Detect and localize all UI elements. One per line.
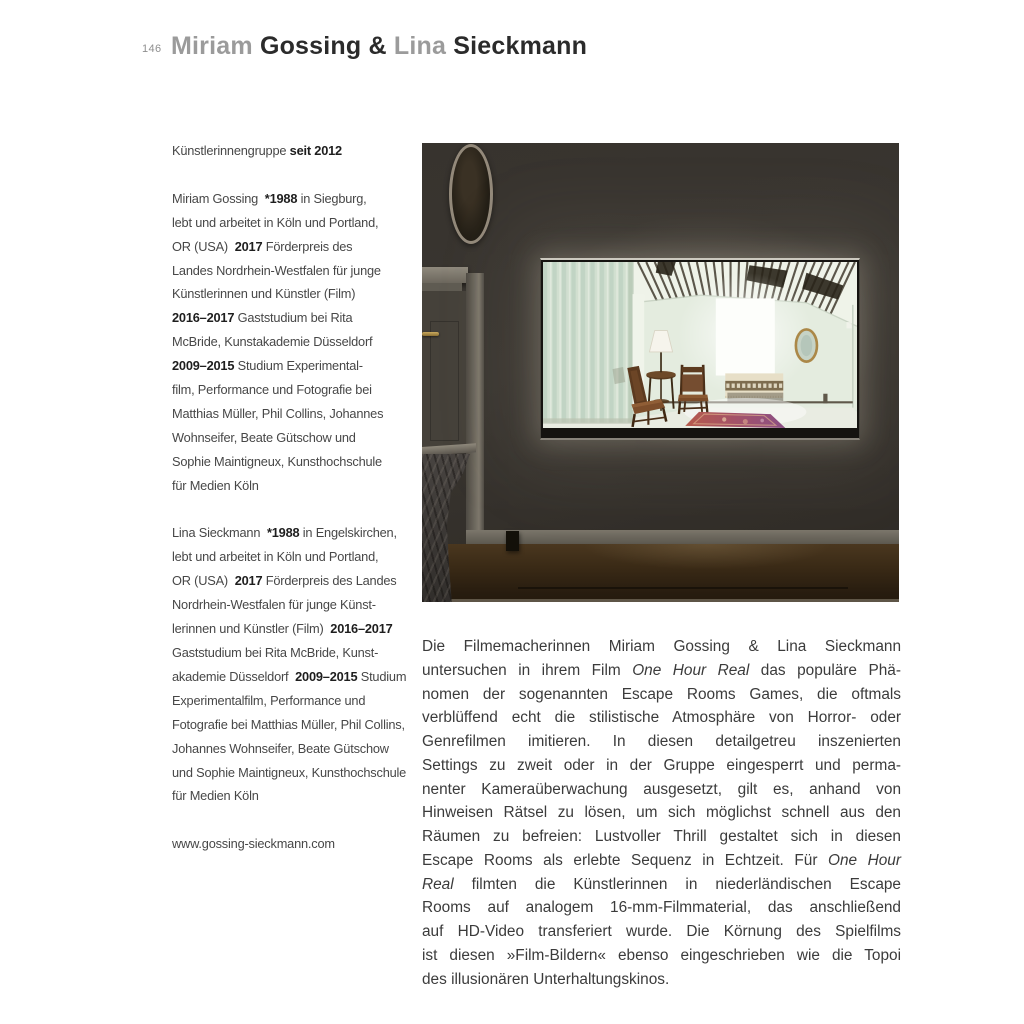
wall-mirror [796,329,817,361]
chimney-breast-trim [466,273,484,549]
oval-portrait-painting [449,144,493,244]
projection-screen [540,258,860,440]
chimneypiece-cornice-step [422,283,462,291]
bio-group-line: Künstlerinnengruppe seit 2012 [172,143,342,158]
essay-paragraph: Die Filmemacherinnen Miriam Gossing & Lina Sieckmann untersuchen in ihrem Film One Hour Real das populäre Phä- nomen der sogenannten Escape Rooms Games, die oftmals verblüffend echt die stilistische Atmosphäre von Horror- oder Genrefilmen imitieren. In diesen detailgetreu inszenierten Settings zu zweit oder in der Gruppe eingesperrt und perma- nenter Kameraüberwachung ausgesetzt, gilt es, anhand von Hinweisen Rätsel zu lösen, um sich möglichst schnell aus den Räumen zu befreien: Lustvoller Thrill gestaltet sich in diesen Escape Rooms als erlebte Sequenz in Echtzeit. Für One Hour Real filmten die Künstlerinnen in niederländischen Escape Rooms auf analogem 16-mm-Filmmaterial, das anschließend auf HD-Video transferiert wurde. Die Körnung des Spielfilms ist diesen »Film-Bildern« ebenso eingeschrieben wie die Topoi des illusionären Unterhaltungskinos. [422,638,901,988]
installation-photo [422,143,899,602]
projected-film-still [543,262,857,428]
bright-window [716,298,775,375]
page-number: 146 [142,43,162,55]
brass-handle [422,332,439,336]
floor-light-reflection [542,544,872,578]
photo-bottom-edge [422,599,899,602]
chimneypiece-cornice [422,267,468,283]
baseboard [466,530,899,545]
artist-website-link[interactable]: www.gossing-sieckmann.com [172,836,335,852]
sheer-curtain [543,262,634,424]
bio-lina-sieckmann: Lina Sieckmann *1988 in Engelskirchen, lebt und arbeitet in Köln und Portland, OR (USA) 2017 Förderpreis des Landes Nordrhein-Westfalen für junge Künst- lerinnen und Künstler (Film) 2016–2017 Gaststudium bei Rita McBride, Kunst- akademie Düsseldorf 2009–2015 Studium Experimentalfilm, Performance und Fotografie bei Matthias Müller, Phil Collins, Johannes Wohnseifer, Beate Gütschow und Sophie Maintigneux, Kunsthochschule für Medien Köln [172,525,407,804]
overmantel-panel [422,291,466,453]
bio-miriam-gossing: Miriam Gossing *1988 in Siegburg, lebt und arbeitet in Köln und Portland, OR (USA) 2017 Förderpreis des Landes Nordrhein-Westfalen für junge Künstlerinnen und Künstler (Film) 2016–2017 Gaststudium bei Rita McBride, Kunstakademie Düsseldorf 2009–2015 Studium Experimental- film, Performance und Fotografie bei Matthias Müller, Phil Collins, Johannes Wohnseifer, Beate Gütschow und Sophie Maintigneux, Kunsthochschule für Medien Köln [172,190,384,493]
oriental-rug [685,412,785,428]
speaker-box [506,531,519,551]
parquet-seam [518,587,848,589]
light-switch [846,322,851,328]
page-title: Miriam Gossing & Lina Sieckmann [171,32,588,60]
artist-bio-column [172,139,427,856]
